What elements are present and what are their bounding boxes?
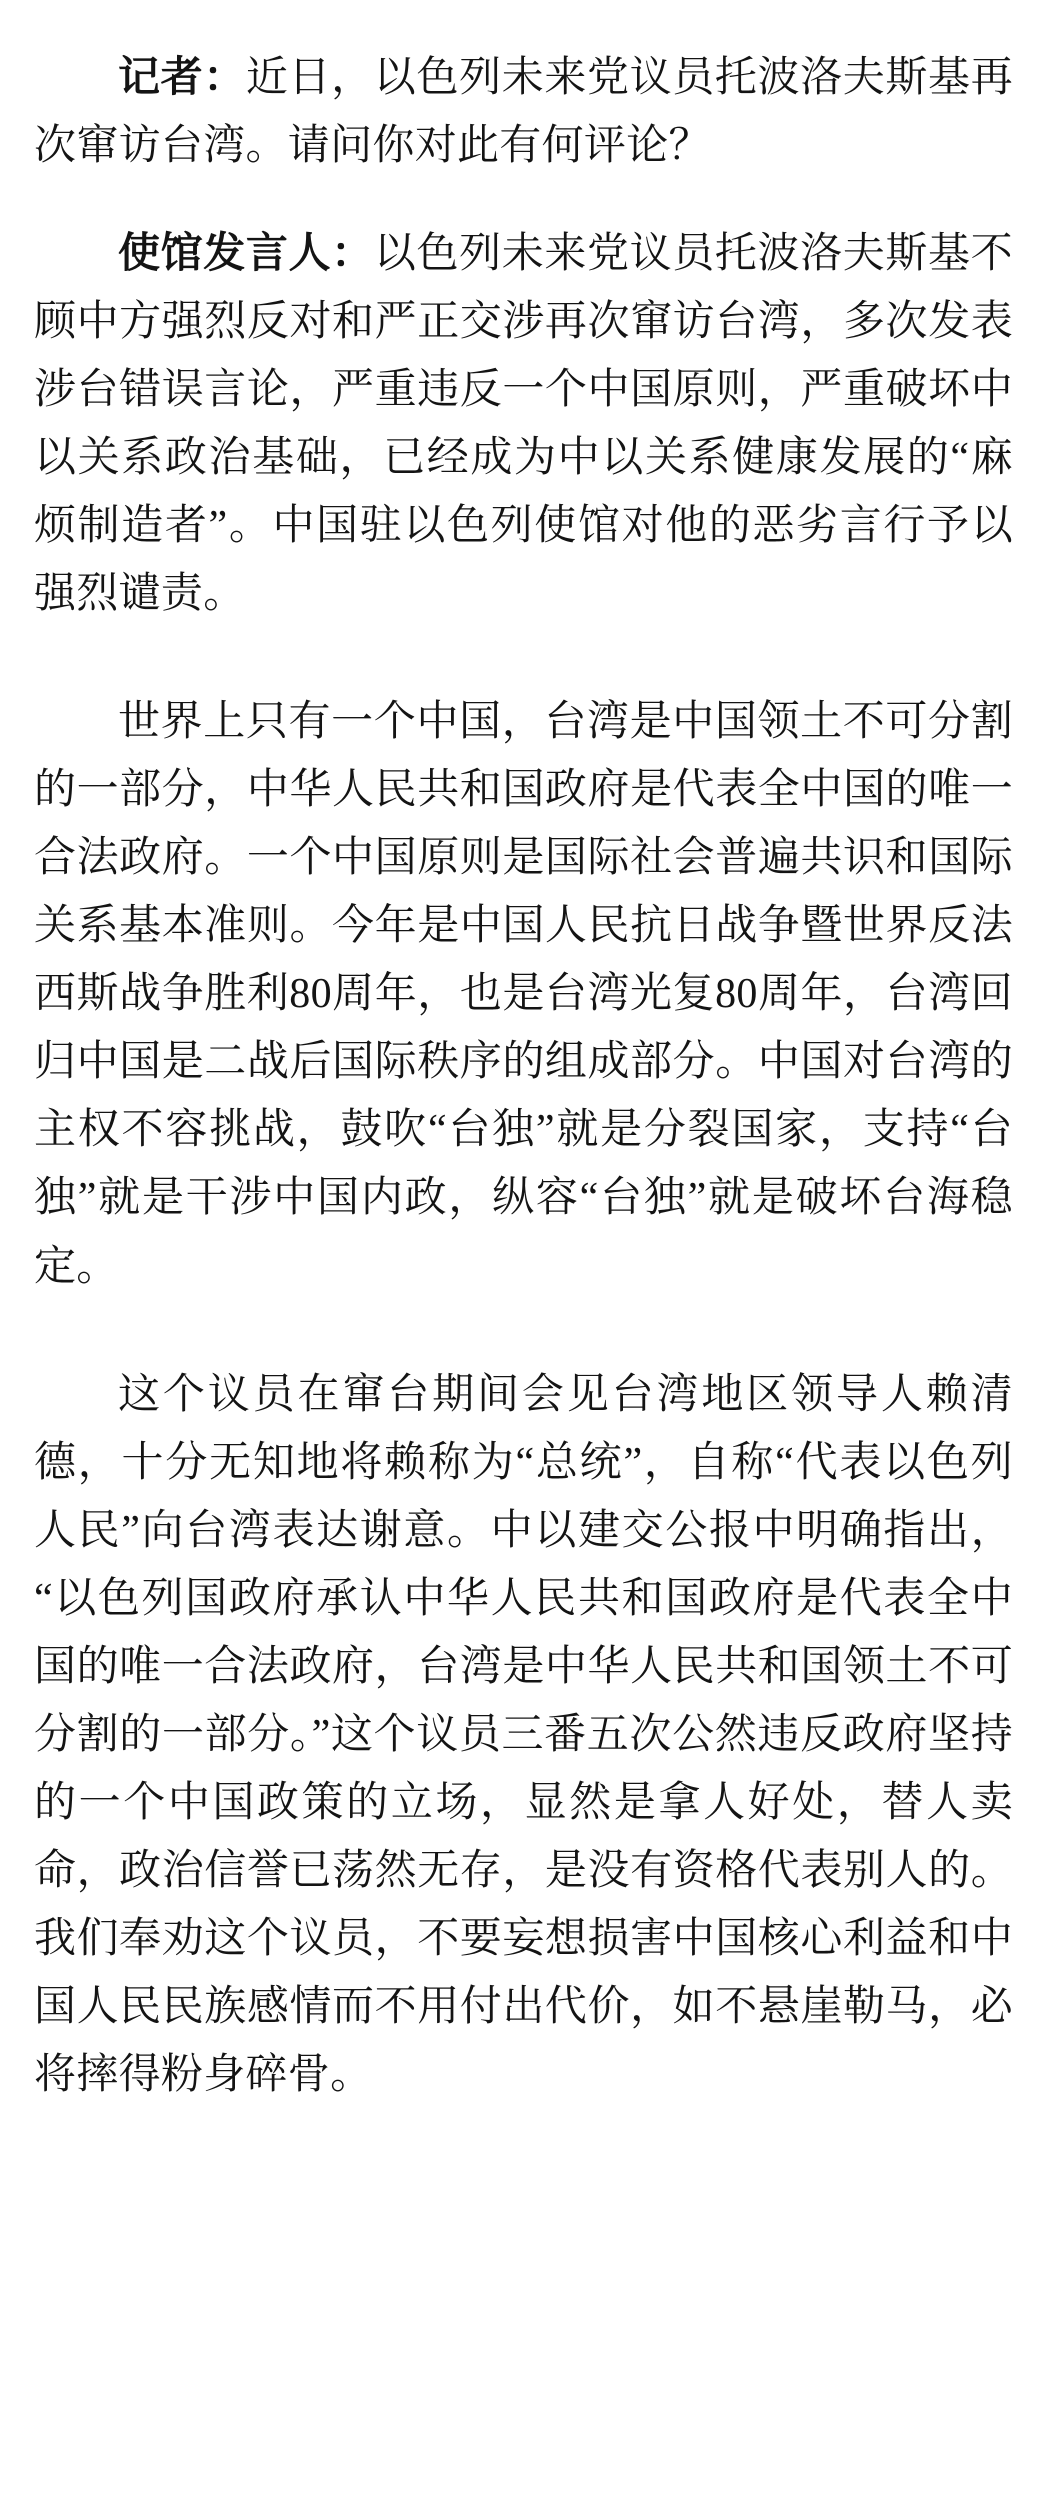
paragraph-spacer xyxy=(34,1335,1013,1361)
spokesperson-label: 使馆发言人： xyxy=(118,231,374,278)
paragraph-spacer xyxy=(34,662,1013,688)
spokesperson-answer-paragraph-3: 这个议员在窜台期间会见台湾地区领导人赖清德，十分无知地将赖称为“总统”，自称“代表以色列人民”向台湾表达谢意。中以建交公报中明确指出，“以色列国政府承认中华人民共和国政府是代表全中国的唯一合法政府，台湾是中华人民共和国领土不可分割的一部分。”这个议员三番五次公然违反政府坚持的一个中国政策的立场，显然是拿人好处，替人卖命，政治信誉已荡然无存，是没有资格代表别人的。我们奉劝这个议员，不要妄想损害中国核心利益和中国人民民族感情而不用付出代价，如不悬崖勒马，必将摔得粉身碎骨。 xyxy=(34,1371,1013,2098)
spokesperson-answer-paragraph-2: 世界上只有一个中国，台湾是中国领土不可分割的一部分，中华人民共和国政府是代表全中国的唯一合法政府。一个中国原则是国际社会普遍共识和国际关系基本准则。今年是中国人民抗日战争暨世界反法西斯战争胜利80周年，也是台湾光复80周年，台湾回归中国是二战后国际秩序的组成部分。中国对台湾的主权不容挑战，鼓吹“台独”就是分裂国家，支持“台独”就是干涉中国内政，纵容“台独”就是破坏台海稳定。 xyxy=(34,699,1013,1290)
paragraph-spacer xyxy=(34,210,1013,220)
reporter-question-paragraph xyxy=(34,44,1013,180)
spokesperson-answer-paragraph-1 xyxy=(34,220,1013,628)
reporter-label: 记者： xyxy=(118,55,246,101)
spokesperson-answer-text-1: 以色列未来党议员托波洛夫斯基不顾中方强烈反对和严正交涉再次窜访台湾，多次发表涉台错误言论，严重违反一个中国原则，严重破坏中以关系政治基础，已经成为中以关系健康发展的“麻烦制造者”。中国驻以色列使馆对他的恶劣言行予以强烈谴责。 xyxy=(34,231,1013,618)
reporter-question-text: 近日，以色列未来党议员托波洛夫斯基再次窜访台湾。请问你对此有何评论？ xyxy=(34,55,1013,170)
